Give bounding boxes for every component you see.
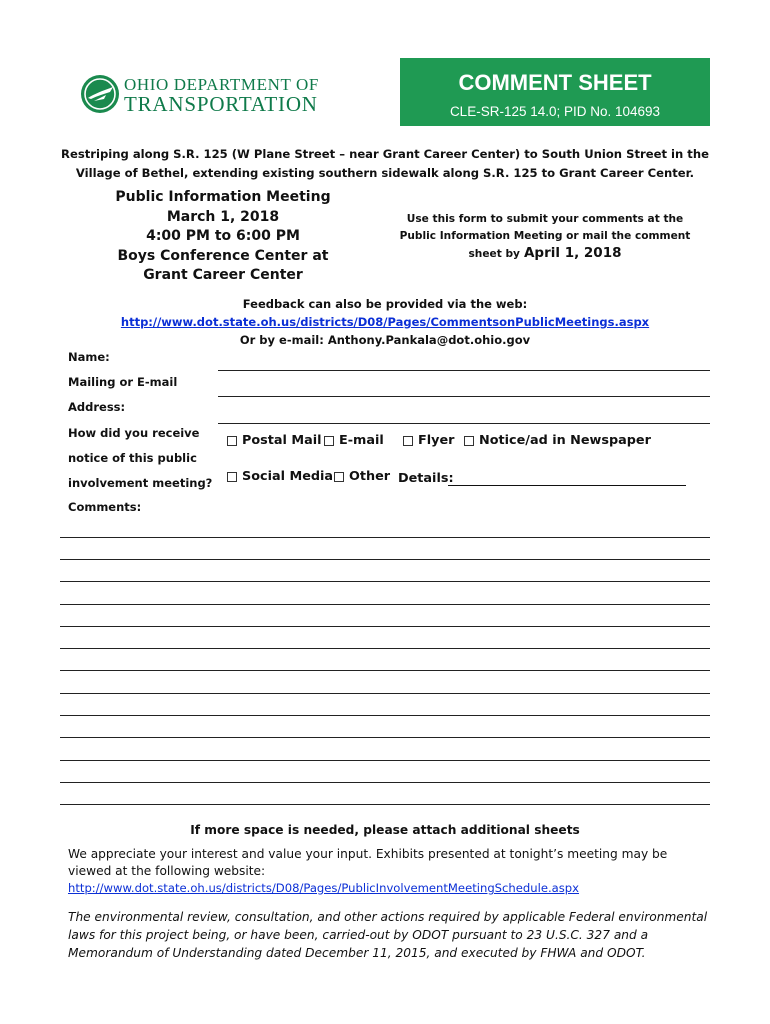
odot-logo-icon — [80, 74, 120, 114]
other-option[interactable] — [334, 469, 390, 484]
meeting-time: 4:00 PM to 6:00 PM — [146, 228, 300, 244]
project-description: Restriping along S.R. 125 (W Plane Street – near Grant Career Center) to South Union Street in the Village of Bethel, extending existing southern sidewalk along S.R. 125 to Grant Career Center. — [61, 147, 709, 180]
feedback-web-link[interactable]: http://www.dot.state.oh.us/districts/D08/Pages/CommentsonPublicMeetings.aspx — [120, 315, 650, 329]
comment-sheet-banner — [400, 58, 710, 126]
meeting-date: March 1, 2018 — [166, 208, 280, 225]
flyer-label: Flyer — [418, 433, 455, 448]
email-option[interactable] — [324, 433, 384, 448]
newspaper-label: Notice/ad in Newspaper — [479, 433, 651, 448]
feedback-email: Or by e-mail: Anthony.Pankala@dot.ohio.gov — [239, 333, 531, 347]
checkbox-icon[interactable] — [334, 472, 344, 482]
postal-mail-option[interactable] — [227, 433, 322, 448]
comment-line[interactable] — [60, 782, 710, 783]
checkbox-icon[interactable] — [464, 436, 474, 446]
comment-line[interactable] — [60, 648, 710, 649]
other-label: Other — [349, 469, 391, 484]
feedback-intro: Feedback can also be provided via the web: — [242, 297, 528, 311]
submit-instructions — [380, 211, 710, 263]
logo-line-1: OHIO DEPARTMENT OF — [124, 75, 319, 94]
address-field-line[interactable] — [218, 423, 710, 424]
checkbox-icon[interactable] — [324, 436, 334, 446]
checkbox-icon[interactable] — [227, 436, 237, 446]
comment-line[interactable] — [60, 760, 710, 761]
comment-line[interactable] — [60, 715, 710, 716]
page-title: COMMENT SHEET — [458, 70, 652, 95]
meeting-info — [110, 188, 336, 286]
comment-line[interactable] — [60, 670, 710, 671]
comment-line[interactable] — [60, 537, 710, 538]
details-field-line[interactable] — [448, 485, 686, 486]
comment-line[interactable] — [60, 804, 710, 805]
comment-line[interactable] — [60, 604, 710, 605]
logo-wordmark — [124, 76, 319, 115]
newspaper-option[interactable] — [464, 433, 651, 448]
postal-mail-label: Postal Mail — [242, 433, 322, 448]
name-label: Name: — [68, 350, 110, 364]
submit-line-3 — [380, 245, 710, 263]
feedback-info — [60, 295, 710, 349]
social-media-label: Social Media — [242, 469, 334, 484]
email-label: E-mail — [339, 433, 384, 448]
notice-label-2: notice of this public — [68, 451, 197, 465]
flyer-option[interactable] — [403, 433, 454, 448]
meeting-location-2: Grant Career Center — [143, 267, 303, 283]
submit-line-3-text: sheet by — [468, 248, 520, 260]
project-id: CLE-SR-125 14.0; PID No. 104693 — [449, 104, 661, 119]
name-field-line[interactable] — [218, 370, 710, 371]
notice-label-1: How did you receive — [68, 426, 200, 440]
mailing-field-line[interactable] — [218, 396, 710, 397]
appreciation-note — [68, 846, 708, 897]
address-label: Address: — [68, 400, 126, 414]
social-media-option[interactable] — [227, 469, 333, 484]
comment-line[interactable] — [60, 626, 710, 627]
checkbox-icon[interactable] — [227, 472, 237, 482]
logo-line-2: TRANSPORTATION — [124, 92, 318, 116]
submit-line-1: Use this form to submit your comments at the — [406, 213, 684, 225]
more-space-note: If more space is needed, please attach additional sheets — [190, 823, 580, 837]
comment-line[interactable] — [60, 737, 710, 738]
comments-label: Comments: — [68, 500, 142, 514]
details-label: Details: — [398, 471, 454, 486]
checkbox-icon[interactable] — [403, 436, 413, 446]
submit-line-2: Public Information Meeting or mail the comment — [399, 230, 691, 242]
schedule-web-link[interactable]: http://www.dot.state.oh.us/districts/D08/Pages/PublicInvolvementMeetingSchedule.aspx — [68, 881, 580, 895]
comment-line[interactable] — [60, 693, 710, 694]
comment-line[interactable] — [60, 581, 710, 582]
comment-line[interactable] — [60, 559, 710, 560]
notice-label-3: involvement meeting? — [68, 476, 213, 490]
meeting-line-1: Public Information Meeting — [115, 189, 331, 205]
appreciation-text: We appreciate your interest and value your input. Exhibits presented at tonight’s meeting may be viewed at the following website: — [68, 847, 668, 878]
deadline-date: April 1, 2018 — [523, 245, 622, 261]
legal-notice: The environmental review, consultation, and other actions required by applicable Federal environmental laws for this project being, or have been, carried-out by ODOT pursuant to 23 U.S.C. 327 and a Memorandum of Understanding dated December 11, 2015, and executed by FHWA and ODOT. — [68, 910, 708, 960]
meeting-location-1: Boys Conference Center at — [117, 247, 329, 264]
mailing-label: Mailing or E-mail — [68, 375, 178, 389]
